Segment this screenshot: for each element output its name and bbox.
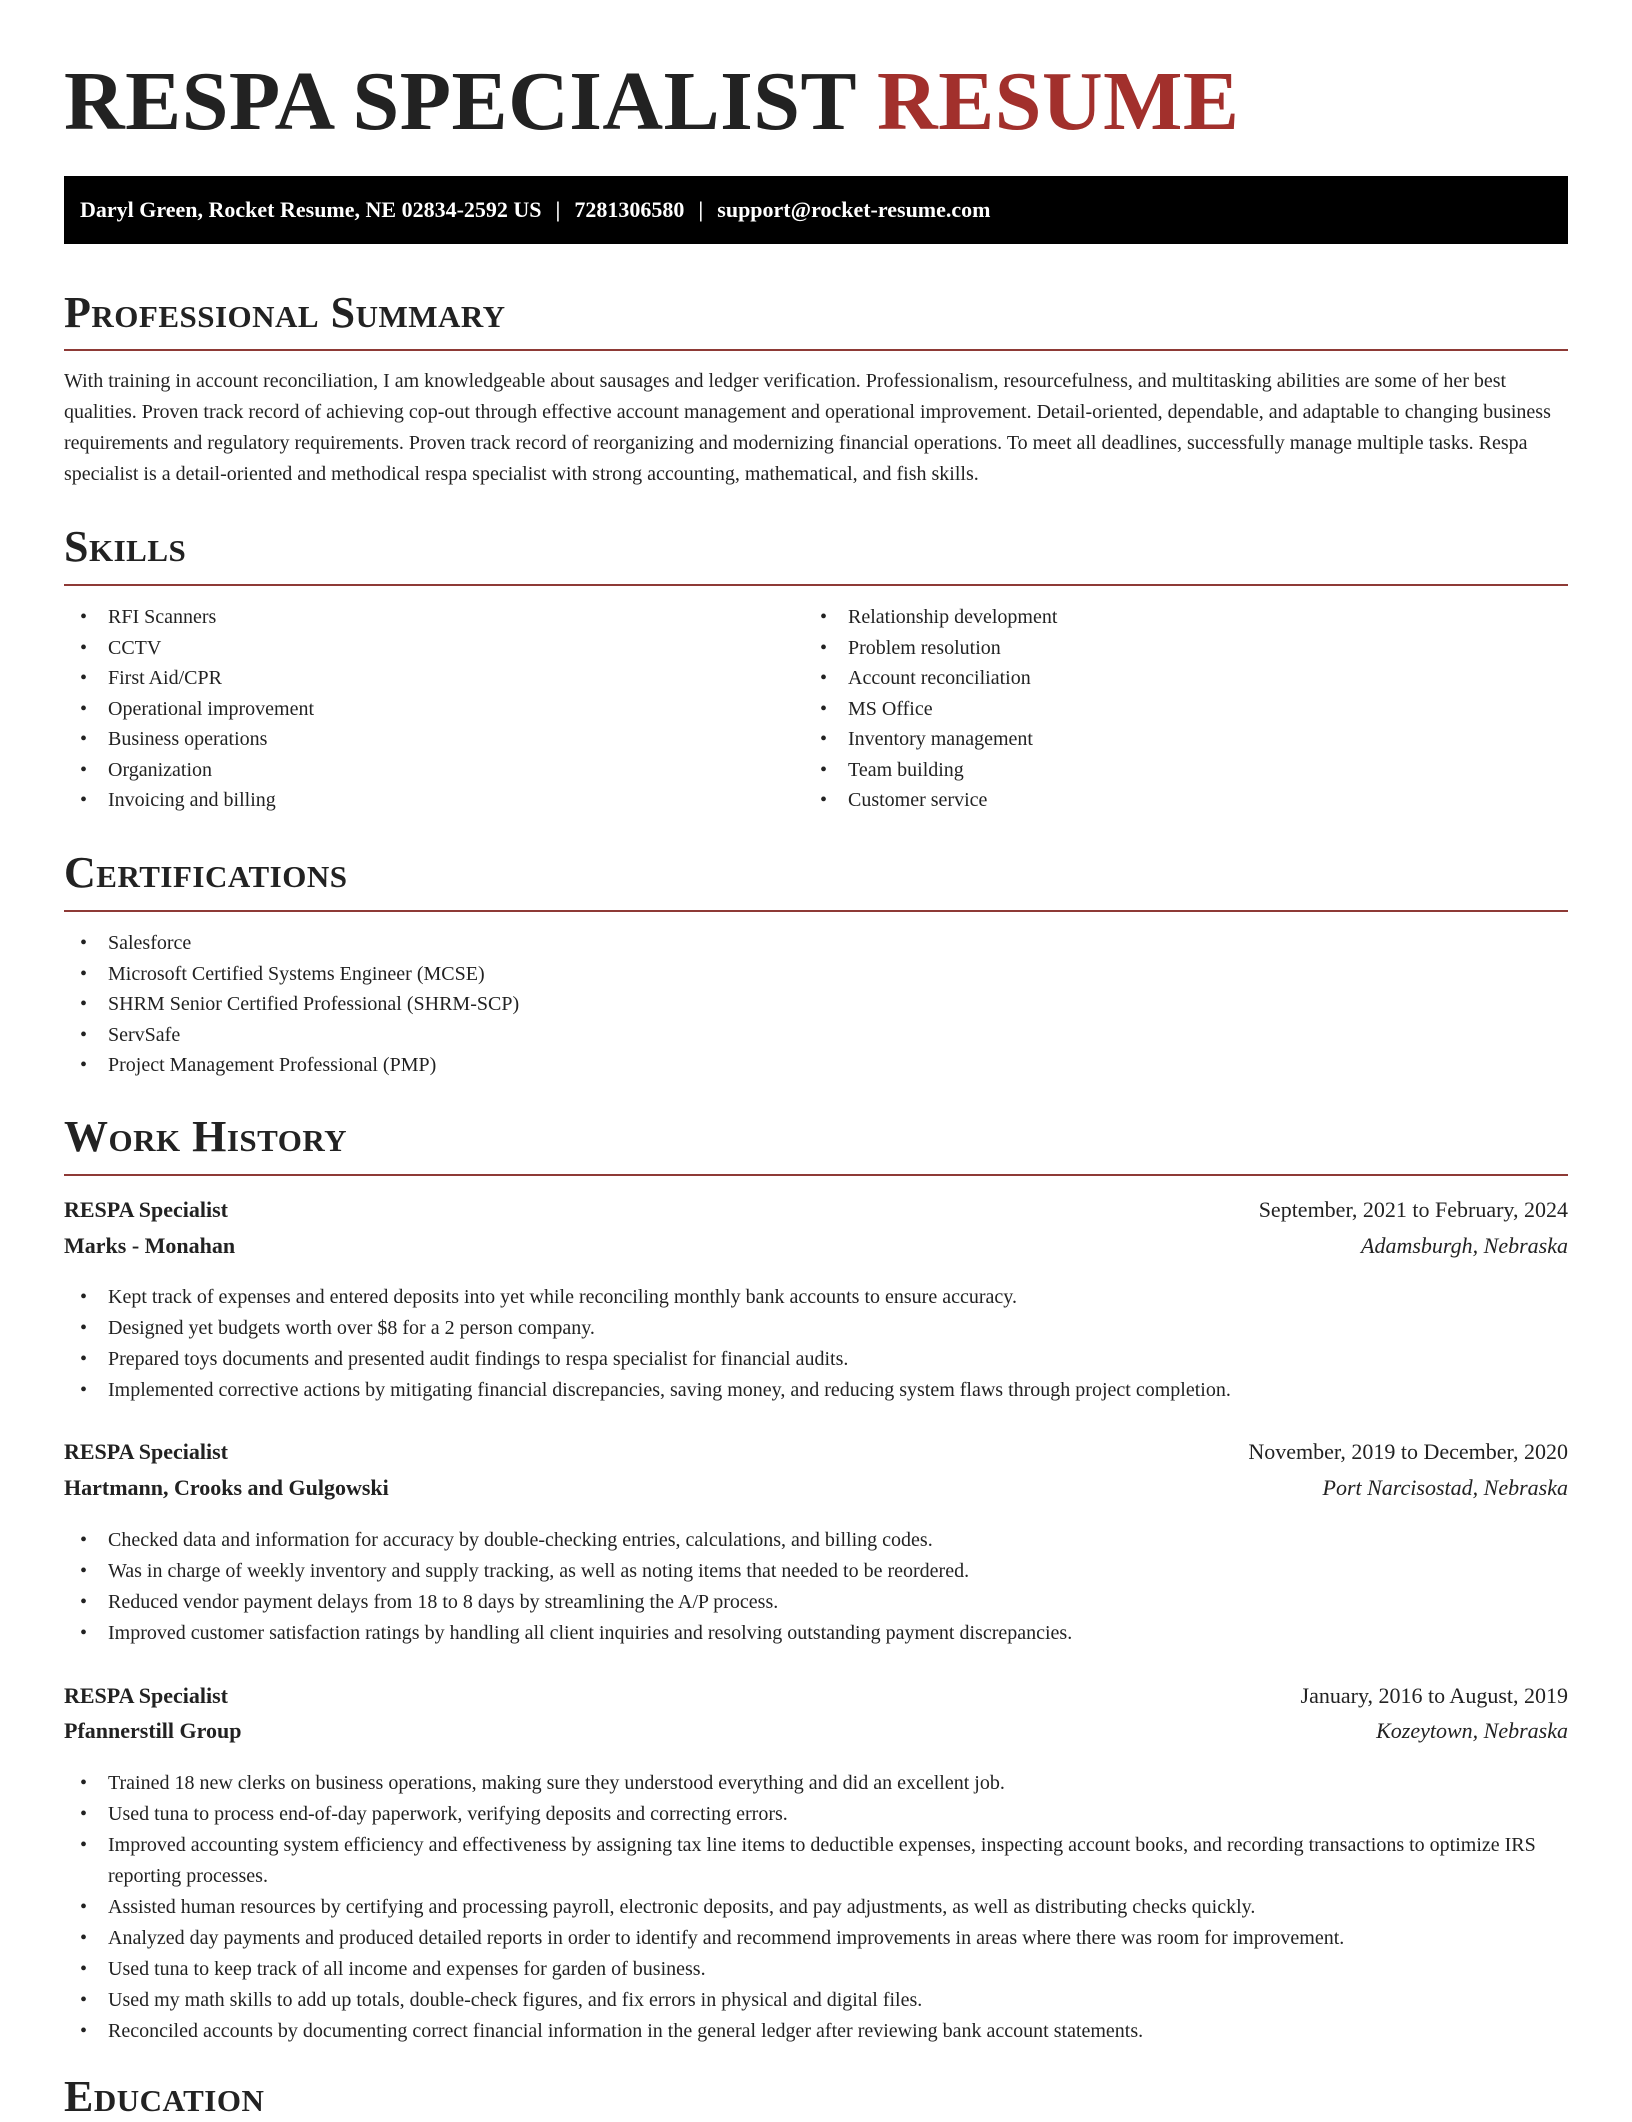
certifications-list <box>64 928 1568 1081</box>
job-bullet: • Implemented corrective actions by mitigating financial discrepancies, saving money, and reducing system flaws through project completion. <box>64 1375 1568 1406</box>
title-main: RESPA SPECIALIST <box>64 55 856 148</box>
job-bullet: • Used my math skills to add up totals, double-check figures, and fix errors in physical and digital files. <box>64 1985 1568 2016</box>
job-bullets <box>64 1525 1568 1649</box>
skill-item: • Inventory management <box>804 724 1568 755</box>
skills-heading: Skills <box>64 522 187 571</box>
skill-item: • CCTV <box>64 633 804 664</box>
contact-bar <box>64 176 1568 244</box>
job-company: Marks - Monahan <box>64 1233 236 1258</box>
job-bullets <box>64 1768 1568 2047</box>
job-location: Adamsburgh, Nebraska <box>1361 1233 1568 1258</box>
title-accent: RESUME <box>877 55 1240 148</box>
skill-item: • Operational improvement <box>64 694 804 725</box>
job-bullet: • Used tuna to keep track of all income and expenses for garden of business. <box>64 1954 1568 1985</box>
certification-item: • ServSafe <box>64 1020 1568 1051</box>
job-bullet: • Kept track of expenses and entered deposits into yet while reconciling monthly bank accounts to ensure accuracy. <box>64 1282 1568 1313</box>
skill-item: • Account reconciliation <box>804 663 1568 694</box>
section-divider <box>64 584 1568 586</box>
certification-item: • SHRM Senior Certified Professional (SHRM-SCP) <box>64 989 1568 1020</box>
summary-heading: Professional Summary <box>64 288 506 337</box>
certifications-heading: Certifications <box>64 848 348 897</box>
skill-item: • Relationship development <box>804 602 1568 633</box>
contact-address: Daryl Green, Rocket Resume, NE 02834-2592 US <box>80 197 542 222</box>
section-divider <box>64 349 1568 351</box>
resume-title <box>64 52 1239 152</box>
work-history-heading: Work History <box>64 1112 348 1161</box>
job-bullet: • Reduced vendor payment delays from 18 to 8 days by streamlining the A/P process. <box>64 1587 1568 1618</box>
job-bullet: • Trained 18 new clerks on business operations, making sure they understood everything and did an excellent job. <box>64 1768 1568 1799</box>
job-title: RESPA Specialist <box>64 1197 229 1222</box>
skill-item: • Customer service <box>804 785 1568 816</box>
skill-item: • Organization <box>64 755 804 786</box>
section-divider <box>64 910 1568 912</box>
job-dates: November, 2019 to December, 2020 <box>1248 1439 1568 1464</box>
skill-item: • Problem resolution <box>804 633 1568 664</box>
job-bullet: • Improved accounting system efficiency and effectiveness by assigning tax line items to deductible expenses, inspecting account books, and recording transactions to optimize IRS reporting processes. <box>64 1830 1568 1892</box>
skill-item: • MS Office <box>804 694 1568 725</box>
job-dates: January, 2016 to August, 2019 <box>1300 1683 1568 1708</box>
skills-list-left <box>64 602 804 816</box>
job-company: Pfannerstill Group <box>64 1718 242 1743</box>
job-company: Hartmann, Crooks and Gulgowski <box>64 1475 389 1500</box>
job-bullet: • Assisted human resources by certifying and processing payroll, electronic deposits, and pay adjustments, as well as distributing checks quickly. <box>64 1892 1568 1923</box>
job-title: RESPA Specialist <box>64 1439 229 1464</box>
contact-separator: | <box>698 197 704 222</box>
summary-text: With training in account reconciliation, I am knowledgeable about sausages and ledger verification. Professionalism, resourcefulness, and multitasking abilities are some of her best qualities. Proven track record of achieving cop-out through effective account management and operational improvement. Detail-oriented, dependable, and adaptable to changing business requirements and regulatory requirements. Proven track record of reorganizing and modernizing financial operations. To meet all deadlines, successfully manage multiple tasks. Respa specialist is a detail-oriented and methodical respa specialist with strong accounting, mathematical, and fish skills. <box>64 370 1551 485</box>
job-bullet: • Was in charge of weekly inventory and supply tracking, as well as noting items that needed to be reordered. <box>64 1556 1568 1587</box>
job-bullet: • Designed yet budgets worth over $8 for a 2 person company. <box>64 1313 1568 1344</box>
skill-item: • First Aid/CPR <box>64 663 804 694</box>
job-dates: September, 2021 to February, 2024 <box>1258 1197 1568 1222</box>
contact-separator: | <box>555 197 561 222</box>
job-title: RESPA Specialist <box>64 1683 229 1708</box>
section-divider <box>64 1174 1568 1176</box>
contact-email[interactable]: support@rocket-resume.com <box>717 197 991 222</box>
job-bullets <box>64 1282 1568 1406</box>
certification-item: • Microsoft Certified Systems Engineer (MCSE) <box>64 959 1568 990</box>
job-location: Port Narcisostad, Nebraska <box>1322 1475 1568 1500</box>
education-heading: Education <box>64 2072 265 2121</box>
certification-item: • Project Management Professional (PMP) <box>64 1050 1568 1081</box>
job-bullet: • Reconciled accounts by documenting correct financial information in the general ledger after reviewing bank account statements. <box>64 2016 1568 2047</box>
skill-item: • Invoicing and billing <box>64 785 804 816</box>
job-location: Kozeytown, Nebraska <box>1376 1718 1568 1743</box>
skill-item: • RFI Scanners <box>64 602 804 633</box>
skill-item: • Team building <box>804 755 1568 786</box>
skills-list-right <box>804 602 1568 816</box>
job-bullet: • Prepared toys documents and presented audit findings to respa specialist for financial audits. <box>64 1344 1568 1375</box>
certification-item: • Salesforce <box>64 928 1568 959</box>
skill-item: • Business operations <box>64 724 804 755</box>
contact-phone[interactable]: 7281306580 <box>574 197 685 222</box>
job-bullet: • Improved customer satisfaction ratings by handling all client inquiries and resolving outstanding payment discrepancies. <box>64 1618 1568 1649</box>
job-bullet: • Analyzed day payments and produced detailed reports in order to identify and recommend improvements in areas where there was room for improvement. <box>64 1923 1568 1954</box>
job-bullet: • Checked data and information for accuracy by double-checking entries, calculations, and billing codes. <box>64 1525 1568 1556</box>
job-bullet: • Used tuna to process end-of-day paperwork, verifying deposits and correcting errors. <box>64 1799 1568 1830</box>
